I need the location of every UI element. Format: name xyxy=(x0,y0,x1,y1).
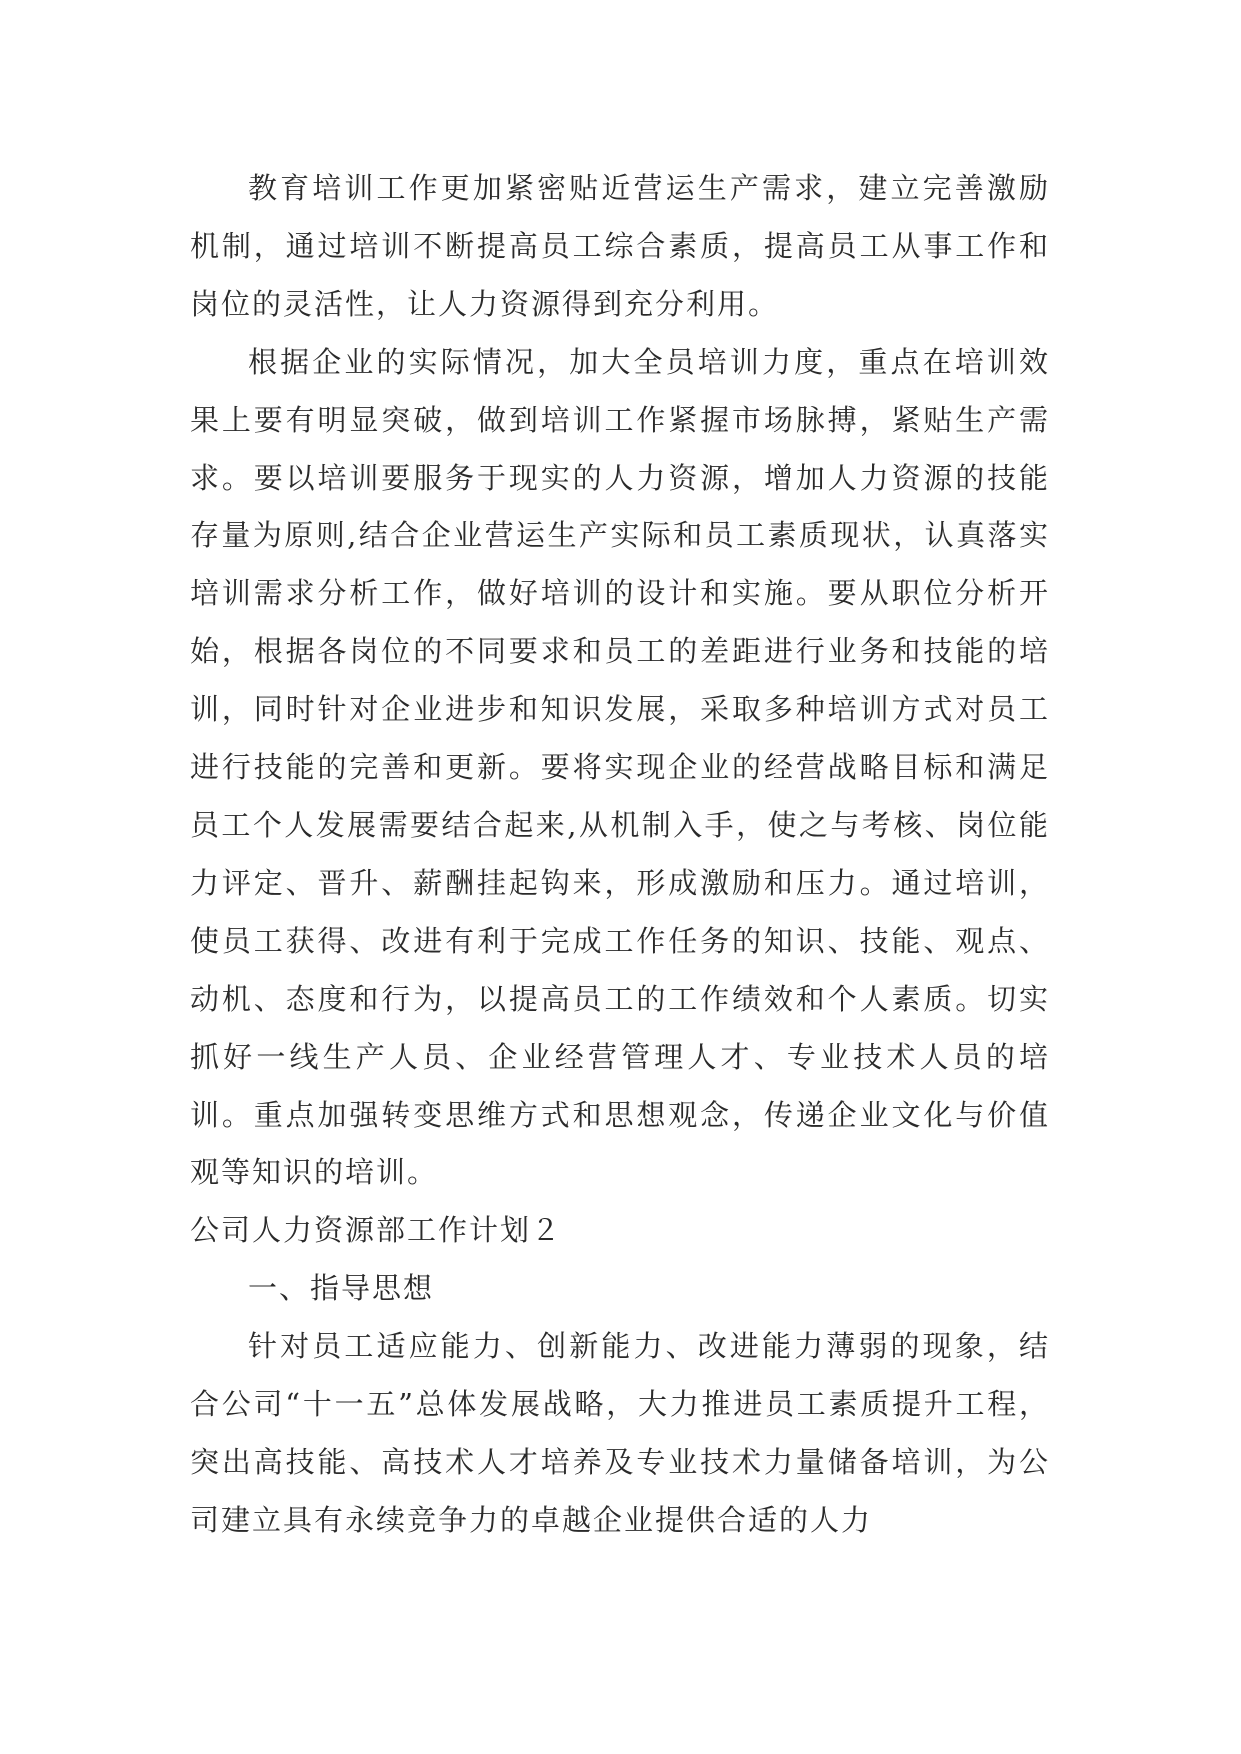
paragraph-guiding-ideology: 针对员工适应能力、创新能力、改进能力薄弱的现象，结合公司“十一五”总体发展战略，大力推进员工素质提升工程，突出高技能、高技术人才培养及专业技术力量储备培训，为公司建立具有永续竞争力的卓越企业提供合适的人力 xyxy=(190,1329,1050,1537)
paragraph-training-plan: 根据企业的实际情况，加大全员培训力度，重点在培训效果上要有明显突破，做到培训工作紧握市场脉搏，紧贴生产需求。要以培训要服务于现实的人力资源，增加人力资源的技能存量为原则,结合企业营运生产实际和员工素质现状，认真落实培训需求分析工作，做好培训的设计和实施。要从职位分析开始，根据各岗位的不同要求和员工的差距进行业务和技能的培训，同时针对企业进步和知识发展，采取多种培训方式对员工进行技能的完善和更新。要将实现企业的经营战略目标和满足员工个人发展需要结合起来,从机制入手，使之与考核、岗位能力评定、晋升、薪酬挂起钩来，形成激励和压力。通过培训，使员工获得、改进有利于完成工作任务的知识、技能、观点、动机、态度和行为，以提高员工的工作绩效和个人素质。切实抓好一线生产人员、企业经营管理人才、专业技术人员的培训。重点加强转变思维方式和思想观念，传递企业文化与价值观等知识的培训。 xyxy=(190,344,1050,1190)
document-body xyxy=(190,160,1050,1550)
paragraph-training-needs: 教育培训工作更加紧密贴近营运生产需求，建立完善激励机制，通过培训不断提高员工综合素质，提高员工从事工作和岗位的灵活性，让人力资源得到充分利用。 xyxy=(190,171,1050,321)
section-title: 公司人力资源部工作计划２ xyxy=(190,1213,563,1248)
subsection-title: 一、指导思想 xyxy=(248,1271,435,1306)
